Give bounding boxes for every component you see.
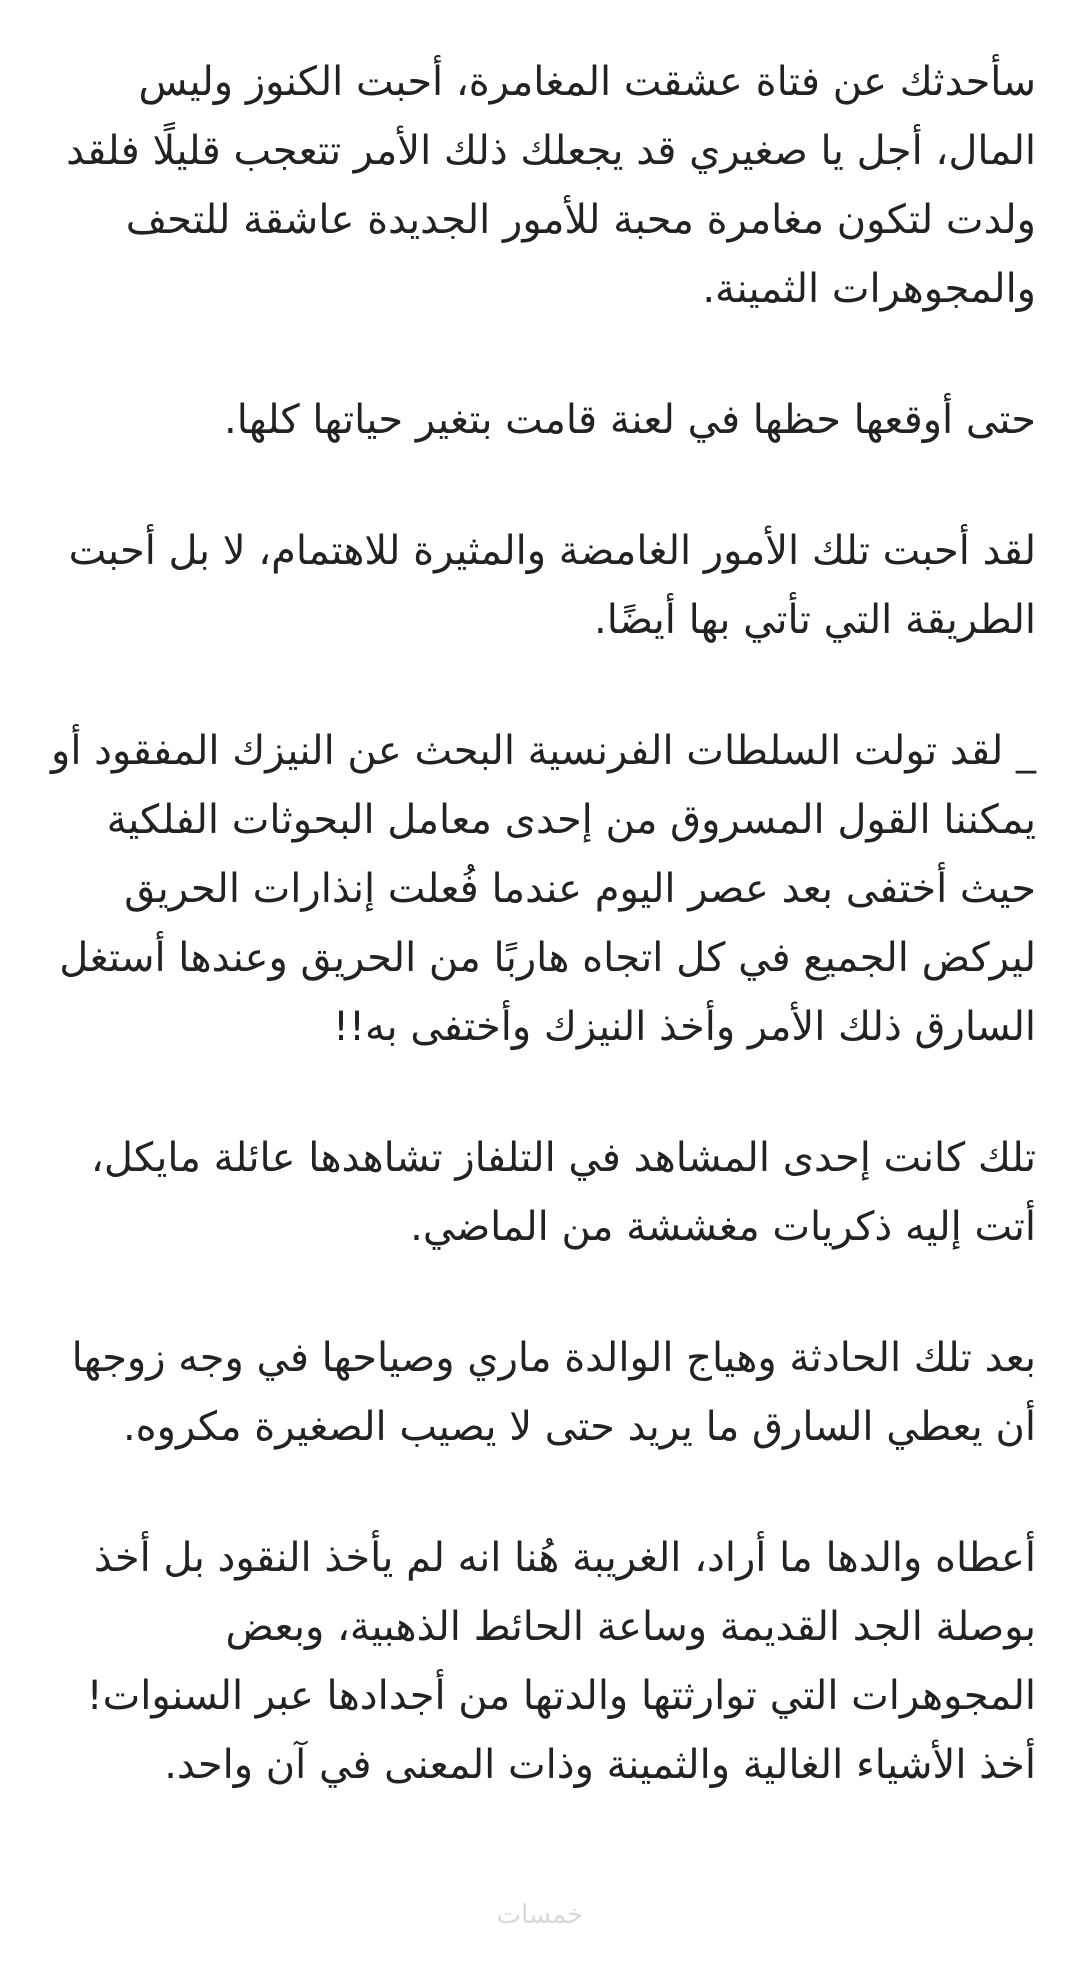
paragraph-2: حتى أوقعها حظها في لعنة قامت بتغير حياتها كلها.: [224, 397, 1036, 443]
paragraph-5: تلك كانت إحدى المشاهد في التلفاز تشاهدها عائلة مايكل، أتت إليه ذكريات مغششة من الماضي.: [90, 1135, 1036, 1250]
paragraph-6: بعد تلك الحادثة وهياج الوالدة ماري وصياحها في وجه زوجها أن يعطي السارق ما يريد حتى لا يصيب الصغيرة مكروه.: [71, 1335, 1036, 1450]
story-text: [44, 48, 1036, 1800]
watermark-logo: خمسات: [496, 1900, 584, 1930]
paragraph-3: لقد أحبت تلك الأمور الغامضة والمثيرة للاهتمام، لا بل أحبت الطريقة التي تأتي بها أيضًا.: [68, 528, 1036, 643]
paragraph-1: سأحدثك عن فتاة عشقت المغامرة، أحبت الكنوز وليس المال، أجل يا صغيري قد يجعلك ذلك الأمر تتعجب قليلًا فلقد ولدت لتكون مغامرة محبة للأمور الجديدة عاشقة للتحف والمجوهرات الثمينة.: [66, 59, 1036, 312]
paragraph-7: أعطاه والدها ما أراد، الغريبة هُنا انه لم يأخذ النقود بل أخذ بوصلة الجد القديمة وساعة الحائط الذهبية، وبعض المجوهرات التي توارثتها والدتها من أجدادها عبر السنوات! أخذ الأشياء الغالية والثمينة وذات المعنى في آن واحد.: [86, 1535, 1036, 1788]
paragraph-4: _ لقد تولت السلطات الفرنسية البحث عن النيزك المفقود أو يمكننا القول المسروق من إحدى معامل البحوثات الفلكية حيث أختفى بعد عصر اليوم عندما فُعلت إنذارات الحريق ليركض الجميع في كل اتجاه هاربًا من الحريق وعندها أستغل السارق ذلك الأمر وأخذ النيزك وأختفى به!!: [51, 728, 1036, 1050]
